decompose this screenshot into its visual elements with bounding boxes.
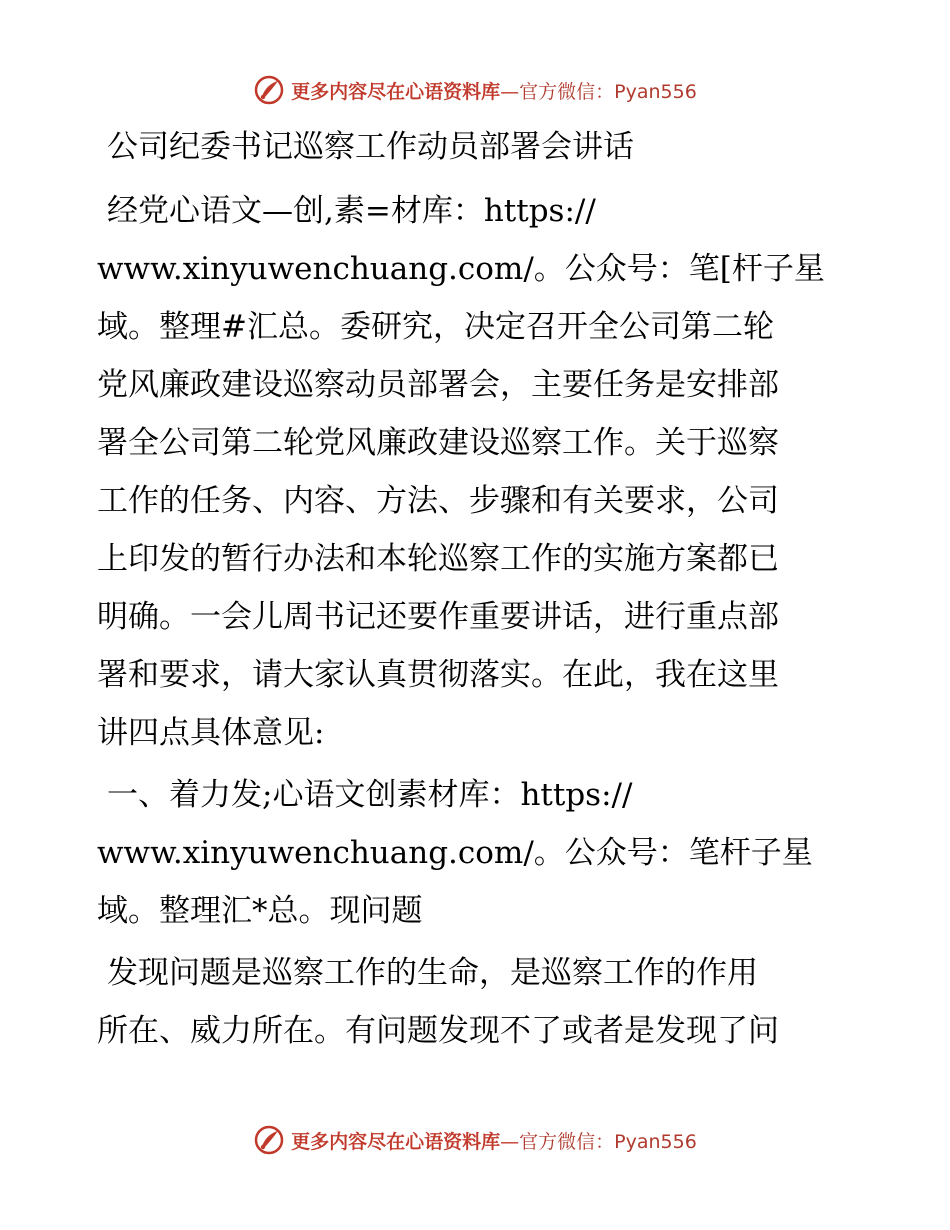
watermark-wechat-text: 官方微信：Pyan556 — [519, 80, 697, 103]
footer-watermark-banner — [0, 1120, 950, 1160]
watermark-main-text: 更多内容尽在心语资料库 — [291, 80, 501, 103]
text-line: 所在、威力所在。有问题发现不了或者是发现了问 — [97, 1013, 779, 1049]
text-line: 经党心语文—创,素=材库：https:// — [107, 193, 596, 229]
text-line: 署全公司第二轮党风廉政建设巡察工作。关于巡察 — [97, 425, 779, 461]
watermark-separator: — — [500, 1130, 520, 1153]
brush-logo-icon — [253, 74, 285, 106]
text-line: 党风廉政建设巡察动员部署会，主要任务是安排部 — [97, 367, 779, 403]
text-line: www.xinyuwenchuang.com/。公众号：笔[杆子星 — [97, 251, 825, 287]
text-line: 域。整理#汇总。委研究，决定召开全公司第二轮 — [97, 309, 774, 345]
text-line: 讲四点具体意见: — [97, 715, 325, 751]
text-line: 明确。一会儿周书记还要作重要讲话，进行重点部 — [97, 599, 779, 635]
document-title: 公司纪委书记巡察工作动员部署会讲话 — [107, 129, 634, 165]
text-line: 署和要求，请大家认真贯彻落实。在此，我在这里 — [97, 657, 779, 693]
text-line: 上印发的暂行办法和本轮巡察工作的实施方案都已 — [97, 541, 779, 577]
text-line: 发现问题是巡察工作的生命，是巡察工作的作用 — [107, 955, 758, 991]
paragraph-intro — [97, 182, 857, 762]
text-line: www.xinyuwenchuang.com/。公众号：笔杆子星 — [97, 835, 813, 871]
watermark-main-text: 更多内容尽在心语资料库 — [291, 1130, 501, 1153]
watermark-text — [291, 1127, 697, 1154]
header-watermark-banner — [0, 70, 950, 110]
text-line: 域。整理汇*总。现问题 — [97, 893, 423, 929]
watermark-wechat-text: 官方微信：Pyan556 — [519, 1130, 697, 1153]
brush-logo-icon — [253, 1124, 285, 1156]
watermark-text — [291, 77, 697, 104]
document-body — [97, 118, 857, 1064]
watermark-separator: — — [500, 80, 520, 103]
paragraph-section-one-body — [97, 944, 857, 1060]
text-line: 一、着力发;心语文创素材库：https:// — [107, 777, 633, 813]
text-line: 工作的任务、内容、方法、步骤和有关要求，公司 — [97, 483, 779, 519]
paragraph-section-one-heading — [97, 766, 857, 940]
